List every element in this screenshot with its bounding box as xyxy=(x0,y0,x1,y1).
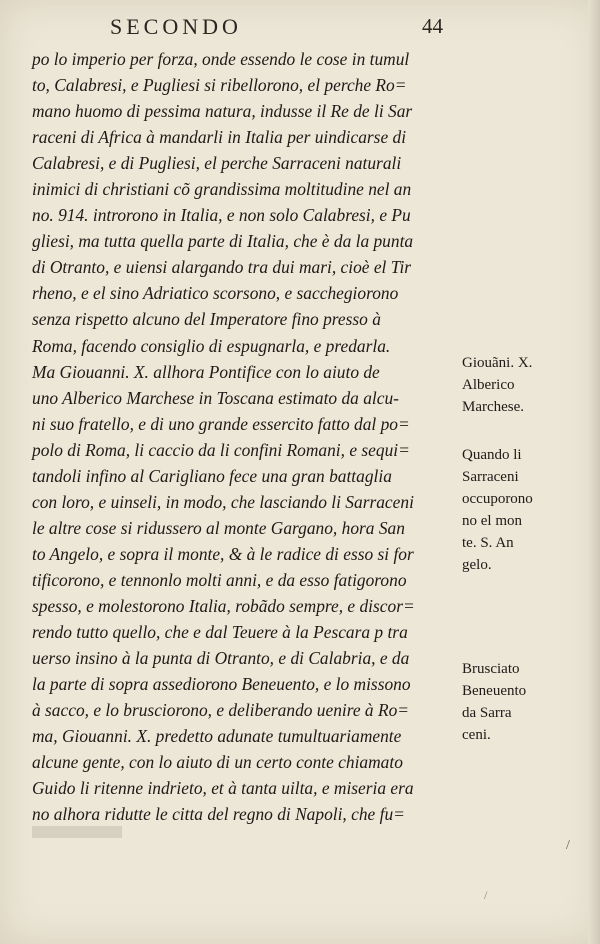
text-line: no alhora ridutte le citta del regno di Napoli, che fu= xyxy=(32,804,405,825)
text-line: ma, Giouanni. X. predetto adunate tumultuariamente xyxy=(32,726,402,747)
note-line: da Sarra xyxy=(462,705,512,721)
page-number: 44 xyxy=(422,14,443,38)
text-line: di Otranto, e uiensi alargando tra dui mari, cioè el Tir xyxy=(32,257,412,278)
show-through-text xyxy=(32,826,122,838)
text-line: to, Calabresi, e Pugliesi si ribellorono, el perche Ro= xyxy=(32,75,407,96)
note-line: te. S. An xyxy=(462,535,514,551)
running-head: SECONDO xyxy=(110,14,242,39)
text-line: senza rispetto alcuno del Imperatore fino presso à xyxy=(32,309,381,330)
text-line: con loro, e uinseli, in modo, che lasciando li Sarraceni xyxy=(32,491,414,512)
note-line: Alberico xyxy=(462,377,515,393)
note-line: occuporono xyxy=(462,491,533,507)
text-line: tandoli infino al Carigliano fece una gran battaglia xyxy=(32,465,392,486)
note-line: no el mon xyxy=(462,513,522,529)
text-line: raceni di Africa à mandarli in Italia per uindicarse di xyxy=(32,127,407,148)
text-line: le altre cose si ridussero al monte Gargano, hora San xyxy=(32,517,405,538)
text-line: no. 914. introrono in Italia, e non solo Calabresi, e Pu xyxy=(32,205,411,226)
text-line: uno Alberico Marchese in Toscana estimato da alcu- xyxy=(32,387,399,408)
note-line: Giouãni. X. xyxy=(462,355,533,371)
note-line: Sarraceni xyxy=(462,469,519,485)
note-line: gelo. xyxy=(462,557,492,573)
text-line: inimici di christiani cõ grandissima moltitudine nel an xyxy=(32,179,412,200)
stray-mark: / xyxy=(484,888,488,902)
text-line: Calabresi, e di Pugliesi, el perche Sarraceni naturali xyxy=(32,153,402,174)
text-line: Guido li ritenne indrieto, et à tanta uilta, e miseria era xyxy=(32,778,414,799)
text-line: rheno, e el sino Adriatico scorsono, e sacchegiorono xyxy=(32,283,399,304)
text-line: à sacco, e lo brusciorono, e deliberando uenire à Ro= xyxy=(32,700,410,721)
text-line: Roma, facendo consiglio di espugnarla, e predarla. xyxy=(32,335,391,356)
marginal-note-beneuento xyxy=(462,658,590,746)
text-line: la parte di sopra assediorono Beneuento, e lo missono xyxy=(32,674,411,695)
note-line: ceni. xyxy=(462,727,491,743)
note-line: Brusciato xyxy=(462,661,520,677)
text-line: alcune gente, con lo aiuto di un certo conte chiamato xyxy=(32,752,403,773)
marginal-note-sarraceni xyxy=(462,444,590,576)
note-line: Quando li xyxy=(462,447,522,463)
text-line: mano huomo di pessima natura, indusse il Re de li Sar xyxy=(32,101,413,122)
note-line: Beneuento xyxy=(462,683,527,699)
text-line: tificorono, e tennonlo molti anni, e da esso fatigorono xyxy=(32,569,407,590)
text-line: ni suo fratello, e di uno grande essercito fatto dal po= xyxy=(32,413,410,434)
text-line: polo di Roma, li caccio da li confini Romani, e sequi= xyxy=(32,439,410,460)
marginal-note-giovanni xyxy=(462,352,590,418)
text-line: to Angelo, e sopra il monte, & à le radice di esso si for xyxy=(32,543,414,564)
text-line: Ma Giouanni. X. allhora Pontifice con lo aiuto de xyxy=(32,361,380,382)
note-line: Marchese. xyxy=(462,399,525,415)
text-line: uerso insino à la punta di Otranto, e di Calabria, e da xyxy=(32,648,410,669)
text-line: gliesi, ma tutta quella parte di Italia, che è da la punta xyxy=(32,231,414,252)
stray-mark: / xyxy=(566,838,570,853)
main-text-block xyxy=(32,46,457,827)
text-line: po lo imperio per forza, onde essendo le cose in tumul xyxy=(32,49,410,69)
text-line: spesso, e molestorono Italia, robãdo sempre, e discor= xyxy=(32,595,415,616)
text-line: rendo tutto quello, che e dal Teuere à la Pescara p tra xyxy=(32,622,408,643)
